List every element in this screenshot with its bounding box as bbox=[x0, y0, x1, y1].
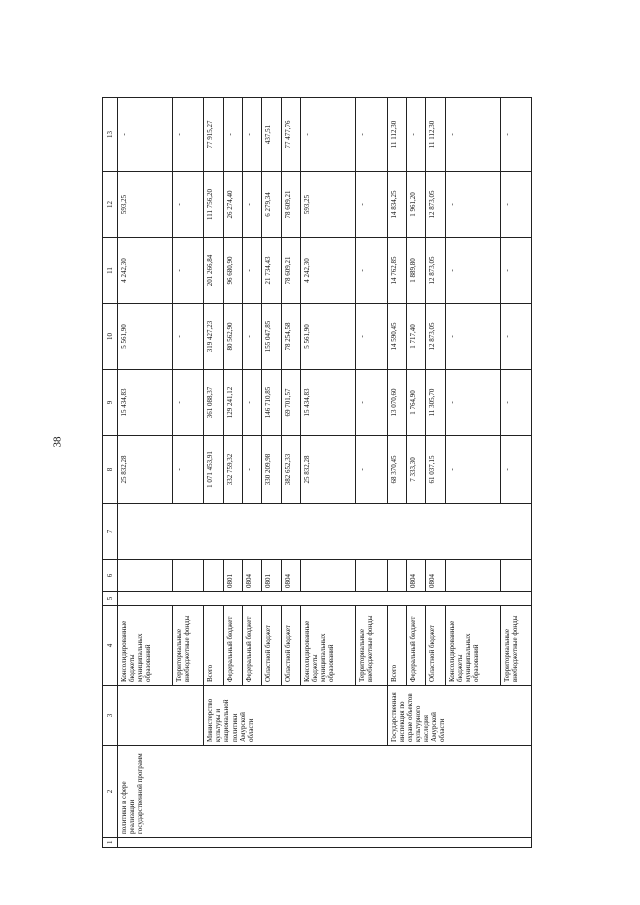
value-cell: 11 112,30 bbox=[387, 98, 406, 172]
header-cell: 7 bbox=[103, 504, 118, 560]
value-cell: - bbox=[301, 98, 356, 172]
source-cell: Федеральный бюджет bbox=[406, 606, 425, 686]
value-cell: 146 710,85 bbox=[262, 370, 281, 436]
value-cell: 21 734,43 bbox=[262, 238, 281, 304]
header-cell: 2 bbox=[103, 746, 118, 838]
value-cell: - bbox=[173, 238, 204, 304]
value-cell: - bbox=[243, 98, 262, 172]
source-cell: Областной бюджет bbox=[262, 606, 281, 686]
value-cell: 7 333,30 bbox=[406, 436, 425, 504]
value-cell: 78 254,58 bbox=[281, 304, 300, 370]
value-cell: - bbox=[445, 238, 500, 304]
value-cell: - bbox=[243, 238, 262, 304]
value-cell: 111 756,20 bbox=[204, 172, 223, 238]
header-cell: 10 bbox=[103, 304, 118, 370]
rotated-table-container bbox=[102, 98, 532, 848]
value-cell: - bbox=[500, 172, 531, 238]
value-cell: 332 759,32 bbox=[223, 436, 242, 504]
value-cell: - bbox=[356, 304, 387, 370]
header-cell: 13 bbox=[103, 98, 118, 172]
col1-cell bbox=[118, 838, 532, 848]
value-cell: 593,25 bbox=[301, 172, 356, 238]
value-cell: 201 266,84 bbox=[204, 238, 223, 304]
value-cell: 77 915,27 bbox=[204, 98, 223, 172]
budget-table bbox=[102, 97, 532, 848]
value-cell: 14 834,25 bbox=[387, 172, 406, 238]
value-cell: 1 071 453,91 bbox=[204, 436, 223, 504]
source-cell: Федеральный бюджет bbox=[223, 606, 242, 686]
value-cell: - bbox=[173, 370, 204, 436]
value-cell: 69 701,57 bbox=[281, 370, 300, 436]
value-cell: - bbox=[445, 370, 500, 436]
source-cell: Территориальные внебюджетные фонды bbox=[500, 606, 531, 686]
value-cell: - bbox=[243, 370, 262, 436]
header-row bbox=[103, 98, 118, 848]
value-cell: 14 762,85 bbox=[387, 238, 406, 304]
code-cell: 0804 bbox=[281, 560, 300, 592]
value-cell: 25 832,28 bbox=[118, 436, 173, 504]
value-cell: 15 434,83 bbox=[118, 370, 173, 436]
code-cell bbox=[387, 560, 406, 592]
value-cell: 4 242,30 bbox=[301, 238, 356, 304]
value-cell: - bbox=[445, 98, 500, 172]
value-cell: 1 764,90 bbox=[406, 370, 425, 436]
code-cell: 0804 bbox=[406, 560, 425, 592]
table-row bbox=[204, 98, 223, 848]
source-cell: Областной бюджет bbox=[281, 606, 300, 686]
value-cell: 382 652,33 bbox=[281, 436, 300, 504]
value-cell: - bbox=[356, 98, 387, 172]
value-cell: - bbox=[223, 98, 242, 172]
value-cell: - bbox=[445, 304, 500, 370]
value-cell: 26 274,40 bbox=[223, 172, 242, 238]
col5-cell bbox=[118, 592, 532, 606]
code-cell bbox=[118, 560, 173, 592]
source-cell: Всего bbox=[204, 606, 223, 686]
value-cell: 15 434,83 bbox=[301, 370, 356, 436]
value-cell: - bbox=[173, 304, 204, 370]
header-cell: 4 bbox=[103, 606, 118, 686]
value-cell: 96 680,90 bbox=[223, 238, 242, 304]
value-cell: 12 873,05 bbox=[426, 238, 445, 304]
value-cell: 1 717,40 bbox=[406, 304, 425, 370]
header-cell: 5 bbox=[103, 592, 118, 606]
value-cell: - bbox=[243, 172, 262, 238]
value-cell: - bbox=[500, 238, 531, 304]
header-cell: 6 bbox=[103, 560, 118, 592]
source-cell: Территориальные внебюджетные фонды bbox=[356, 606, 387, 686]
value-cell: - bbox=[173, 172, 204, 238]
value-cell: - bbox=[356, 238, 387, 304]
org-cell: Министерство культуры и национальной политики Амурской области bbox=[204, 686, 387, 746]
value-cell: 4 242,30 bbox=[118, 238, 173, 304]
org-cell: Государственная инспекция по охране объектов культурного наследия Амурской области bbox=[387, 686, 532, 746]
value-cell: 61 037,15 bbox=[426, 436, 445, 504]
header-cell: 3 bbox=[103, 686, 118, 746]
value-cell: 593,25 bbox=[118, 172, 173, 238]
code-cell bbox=[204, 560, 223, 592]
table-row bbox=[118, 98, 173, 848]
source-cell: Всего bbox=[387, 606, 406, 686]
page-number: 38 bbox=[51, 436, 64, 448]
code-cell bbox=[500, 560, 531, 592]
code-cell: 0804 bbox=[243, 560, 262, 592]
value-cell: 1 961,20 bbox=[406, 172, 425, 238]
value-cell: 12 873,05 bbox=[426, 172, 445, 238]
org-cell bbox=[118, 686, 204, 746]
code-cell bbox=[356, 560, 387, 592]
value-cell: - bbox=[406, 98, 425, 172]
value-cell: 68 370,45 bbox=[387, 436, 406, 504]
value-cell: - bbox=[118, 98, 173, 172]
source-cell: Консолидированные бюджеты муниципальных образований bbox=[118, 606, 173, 686]
header-cell: 12 bbox=[103, 172, 118, 238]
value-cell: 129 241,12 bbox=[223, 370, 242, 436]
code-cell: 0801 bbox=[262, 560, 281, 592]
value-cell: 361 088,37 bbox=[204, 370, 223, 436]
value-cell: - bbox=[243, 304, 262, 370]
source-cell: Территориальные внебюджетные фонды bbox=[173, 606, 204, 686]
value-cell: 77 477,76 bbox=[281, 98, 300, 172]
code-cell bbox=[445, 560, 500, 592]
value-cell: 80 562,90 bbox=[223, 304, 242, 370]
value-cell: 319 427,23 bbox=[204, 304, 223, 370]
value-cell: 5 561,90 bbox=[301, 304, 356, 370]
value-cell: - bbox=[356, 172, 387, 238]
value-cell: 5 561,90 bbox=[118, 304, 173, 370]
table-row bbox=[387, 98, 406, 848]
source-cell: Областной бюджет bbox=[426, 606, 445, 686]
value-cell: 11 305,70 bbox=[426, 370, 445, 436]
value-cell: - bbox=[445, 172, 500, 238]
value-cell: - bbox=[243, 436, 262, 504]
header-cell: 8 bbox=[103, 436, 118, 504]
value-cell: - bbox=[356, 436, 387, 504]
value-cell: - bbox=[500, 436, 531, 504]
source-cell: Консолидированные бюджеты муниципальных образований bbox=[445, 606, 500, 686]
code-cell: 0804 bbox=[426, 560, 445, 592]
source-cell: Консолидированные бюджеты муниципальных образований bbox=[301, 606, 356, 686]
value-cell: 78 609,21 bbox=[281, 172, 300, 238]
source-cell: Федеральный бюджет bbox=[243, 606, 262, 686]
value-cell: - bbox=[173, 436, 204, 504]
value-cell: 155 047,85 bbox=[262, 304, 281, 370]
value-cell: 11 112,30 bbox=[426, 98, 445, 172]
value-cell: - bbox=[500, 370, 531, 436]
value-cell: - bbox=[173, 98, 204, 172]
value-cell: - bbox=[445, 436, 500, 504]
value-cell: 13 070,60 bbox=[387, 370, 406, 436]
program-cell: политики в сфере реализации государственной программ bbox=[118, 746, 532, 838]
header-cell: 1 bbox=[103, 838, 118, 848]
value-cell: - bbox=[500, 304, 531, 370]
value-cell: 6 279,34 bbox=[262, 172, 281, 238]
code-cell bbox=[173, 560, 204, 592]
value-cell: 1 889,80 bbox=[406, 238, 425, 304]
value-cell: 25 832,28 bbox=[301, 436, 356, 504]
value-cell: - bbox=[500, 98, 531, 172]
header-cell: 11 bbox=[103, 238, 118, 304]
code-cell: 0801 bbox=[223, 560, 242, 592]
value-cell: 437,51 bbox=[262, 98, 281, 172]
value-cell: - bbox=[356, 370, 387, 436]
value-cell: 12 873,05 bbox=[426, 304, 445, 370]
col7-cell bbox=[118, 504, 532, 560]
header-cell: 9 bbox=[103, 370, 118, 436]
value-cell: 330 209,98 bbox=[262, 436, 281, 504]
value-cell: 78 609,21 bbox=[281, 238, 300, 304]
code-cell bbox=[301, 560, 356, 592]
value-cell: 14 590,45 bbox=[387, 304, 406, 370]
